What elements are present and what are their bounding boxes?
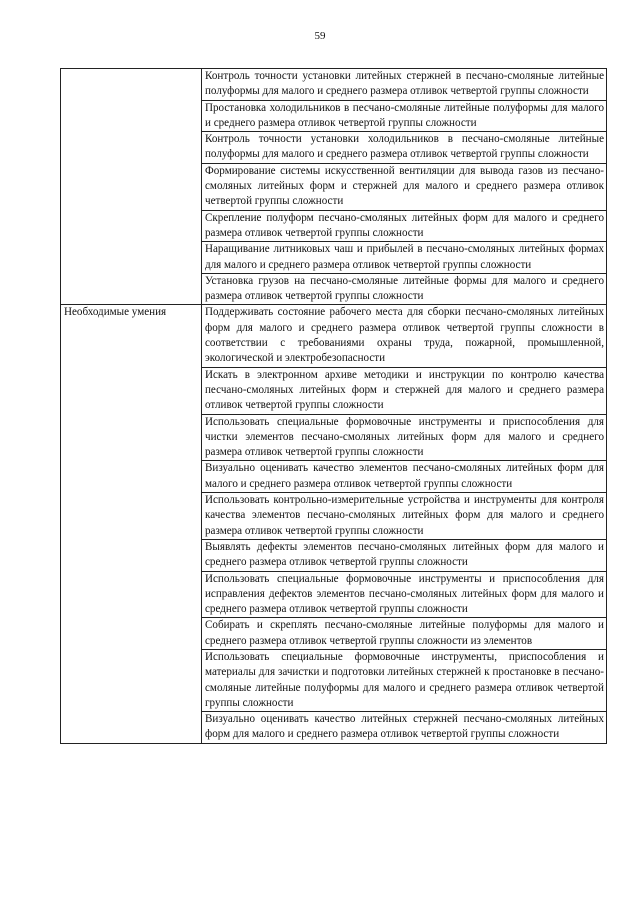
action-cell: Формирование системы искусственной вентиляции для вывода газов из песчано-смоляных литейных форм и стержней для малого и среднего размера отливок четвертой группы сложности (202, 163, 607, 210)
requirements-table (60, 68, 607, 744)
action-cell: Скрепление полуформ песчано-смоляных литейных форм для малого и среднего размера отливок четвертой группы сложности (202, 210, 607, 242)
action-cell: Установка грузов на песчано-смоляные литейные формы для малого и среднего размера отливок четвертой группы сложности (202, 273, 607, 305)
action-cell: Контроль точности установки литейных стержней в песчано-смоляные литейные полуформы для малого и среднего размера отливок четвертой группы сложности (202, 69, 607, 101)
skill-cell: Использовать специальные формовочные инструменты и приспособления для чистки элементов песчано-смоляных литейных форм для малого и среднего размера отливок четвертой группы сложности (202, 414, 607, 461)
skill-cell: Визуально оценивать качество элементов песчано-смоляных литейных форм для малого и среднего размера отливок четвертой группы сложности (202, 461, 607, 493)
skill-cell: Использовать специальные формовочные инструменты, приспособления и материалы для зачистки и подготовки литейных стержней к простановке в песчано-смоляные литейные полуформы для малого и среднего размера отливок четвертой группы сложности (202, 649, 607, 711)
empty-label-cell (61, 69, 202, 305)
page-number: 59 (314, 30, 326, 42)
action-cell: Наращивание литниковых чаш и прибылей в песчано-смоляных литейных формах для малого и среднего размера отливок четвертой группы сложности (202, 242, 607, 274)
table-row (61, 305, 607, 367)
action-cell: Контроль точности установки холодильников в песчано-смоляные литейные полуформы для малого и среднего размера отливок четвертой группы сложности (202, 132, 607, 164)
skill-cell: Использовать контрольно-измерительные устройства и инструменты для контроля качества элементов песчано-смоляных литейных форм для малого и среднего размера отливок четвертой группы сложности (202, 493, 607, 540)
skill-cell: Искать в электронном архиве методики и инструкции по контролю качества песчано-смоляных литейных форм и стержней для малого и среднего размера отливок четвертой группы сложности (202, 367, 607, 414)
skill-cell: Использовать специальные формовочные инструменты и приспособления для исправления дефектов элементов песчано-смоляных литейных форм для малого и среднего размера отливок четвертой группы сложности (202, 571, 607, 618)
skill-cell: Собирать и скреплять песчано-смоляные литейные полуформы для малого и среднего размера отливок четвертой группы сложности из элементов (202, 618, 607, 650)
skill-cell: Визуально оценивать качество литейных стержней песчано-смоляных литейных форм для малого и среднего размера отливок четвертой группы сложности (202, 712, 607, 744)
skills-label: Необходимые умения (61, 305, 202, 743)
skill-cell: Выявлять дефекты элементов песчано-смоляных литейных форм для малого и среднего размера отливок четвертой группы сложности (202, 539, 607, 571)
skill-cell: Поддерживать состояние рабочего места для сборки песчано-смоляных литейных форм для малого и среднего размера отливок четвертой группы сложности в соответствии с требованиями охраны труда, пожарной, промышленной, экологической и электробезопасности (202, 305, 607, 367)
table-row (61, 69, 607, 101)
action-cell: Простановка холодильников в песчано-смоляные литейные полуформы для малого и среднего размера отливок четвертой группы сложности (202, 100, 607, 132)
